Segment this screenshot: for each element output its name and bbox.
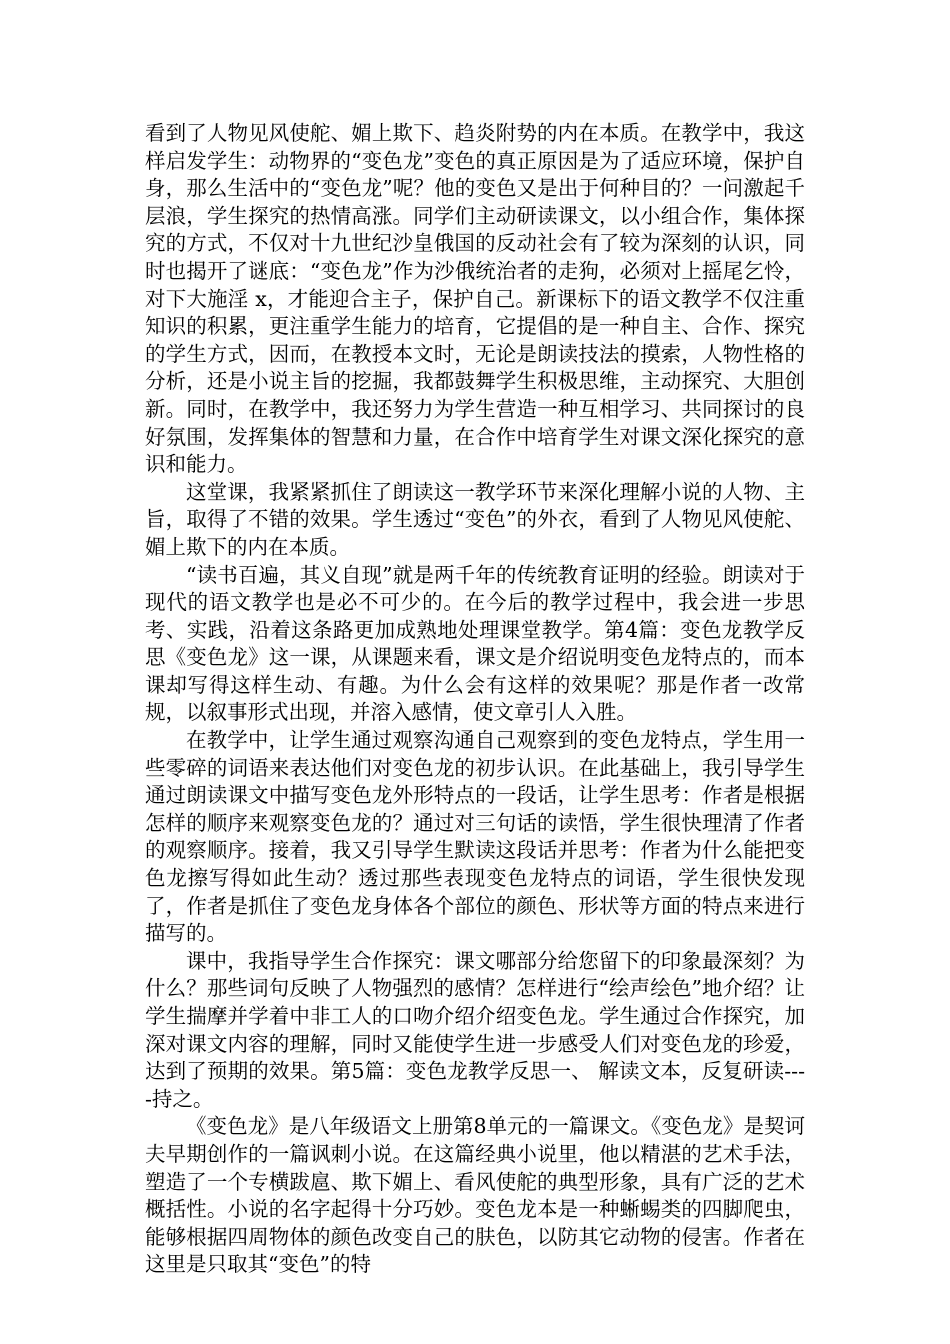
paragraph-1: 看到了人物见风使舵、媚上欺下、趋炎附势的内在本质。在教学中，我这样启发学生：动物界的“变色龙”变色的真正原因是为了适应环境，保护自身，那么生活中的“变色龙”呢？他的变色又是出于何种目的？一问激起千层浪，学生探究的热情高涨。同学们主动研读课文，以小组合作，集体探究的方式，不仅对十九世纪沙皇俄国的反动社会有了较为深刻的认识，同时也揭开了谜底：“变色龙”作为沙俄统治者的走狗，必须对上摇尾乞怜，对下大施淫 x，才能迎合主子，保护自己。新课标下的语文教学不仅注重知识的积累，更注重学生能力的培育，它提倡的是一种自主、合作、探究的学生方式，因而，在教授本文时，无论是朗读技法的摸索，人物性格的分析，还是小说主旨的挖掘，我都鼓舞学生积极思维，主动探究、大胆创新。同时，在教学中，我还努力为学生营造一种互相学习、共同探讨的良好氛围，发挥集体的智慧和力量，在合作中培育学生对课文深化探究的意识和能力。 — [145, 121, 805, 477]
document-body — [145, 120, 805, 1279]
paragraph-4: 在教学中，让学生通过观察沟通自己观察到的变色龙特点，学生用一些零碎的词语来表达他们对变色龙的初步认识。在此基础上，我引导学生通过朗读课文中描写变色龙外形特点的一段话，让学生思考：作者是根据怎样的顺序来观察变色龙的？通过对三句话的读悟，学生很快理清了作者的观察顺序。接着，我又引导学生默读这段话并思考：作者为什么能把变色龙擦写得如此生动？透过那些表现变色龙特点的词语，学生很快发现了，作者是抓住了变色龙身体各个部位的颜色、形状等方面的特点来进行描写的。 — [145, 728, 805, 946]
paragraph-6: 《变色龙》是八年级语文上册第8单元的一篇课文。《变色龙》是契诃夫早期创作的一篇讽刺小说。在这篇经典小说里，他以精湛的艺术手法，塑造了一个专横跋扈、欺下媚上、看风使舵的典型形象，具有广泛的艺术概括性。小说的名字起得十分巧妙。变色龙本是一种蜥蜴类的四脚爬虫，能够根据四周物体的颜色改变自己的肤色，以防其它动物的侵害。作者在这里是只取其“变色”的特 — [145, 1114, 805, 1277]
paragraph-2: 这堂课，我紧紧抓住了朗读这一教学环节来深化理解小说的人物、主旨，取得了不错的效果。学生透过“变色”的外衣，看到了人物见风使舵、媚上欺下的内在本质。 — [145, 479, 805, 559]
paragraph-3: “读书百遍，其义自现”就是两千年的传统教育证明的经验。朗读对于现代的语文教学也是必不可少的。在今后的教学过程中，我会进一步思考、实践，沿着这条路更加成熟地处理课堂教学。第4篇：变色龙教学反思《变色龙》这一课，从课题来看，课文是介绍说明变色龙特点的，而本课却写得这样生动、有趣。为什么会有这样的效果呢？那是作者一改常规，以叙事形式出现，并溶入感情，使文章引人入胜。 — [145, 562, 805, 725]
paragraph-5: 课中，我指导学生合作探究：课文哪部分给您留下的印象最深刻？为什么？那些词句反映了人物强烈的感情？怎样进行“绘声绘色”地介绍？让学生揣摩并学着中非工人的口吻介绍介绍变色龙。学生通过合作探究，加深对课文内容的理解，同时又能使学生进一步感受人们对变色龙的珍爱，达到了预期的效果。第5篇：变色龙教学反思一、 解读文本，反复研读----持之。 — [145, 948, 805, 1111]
